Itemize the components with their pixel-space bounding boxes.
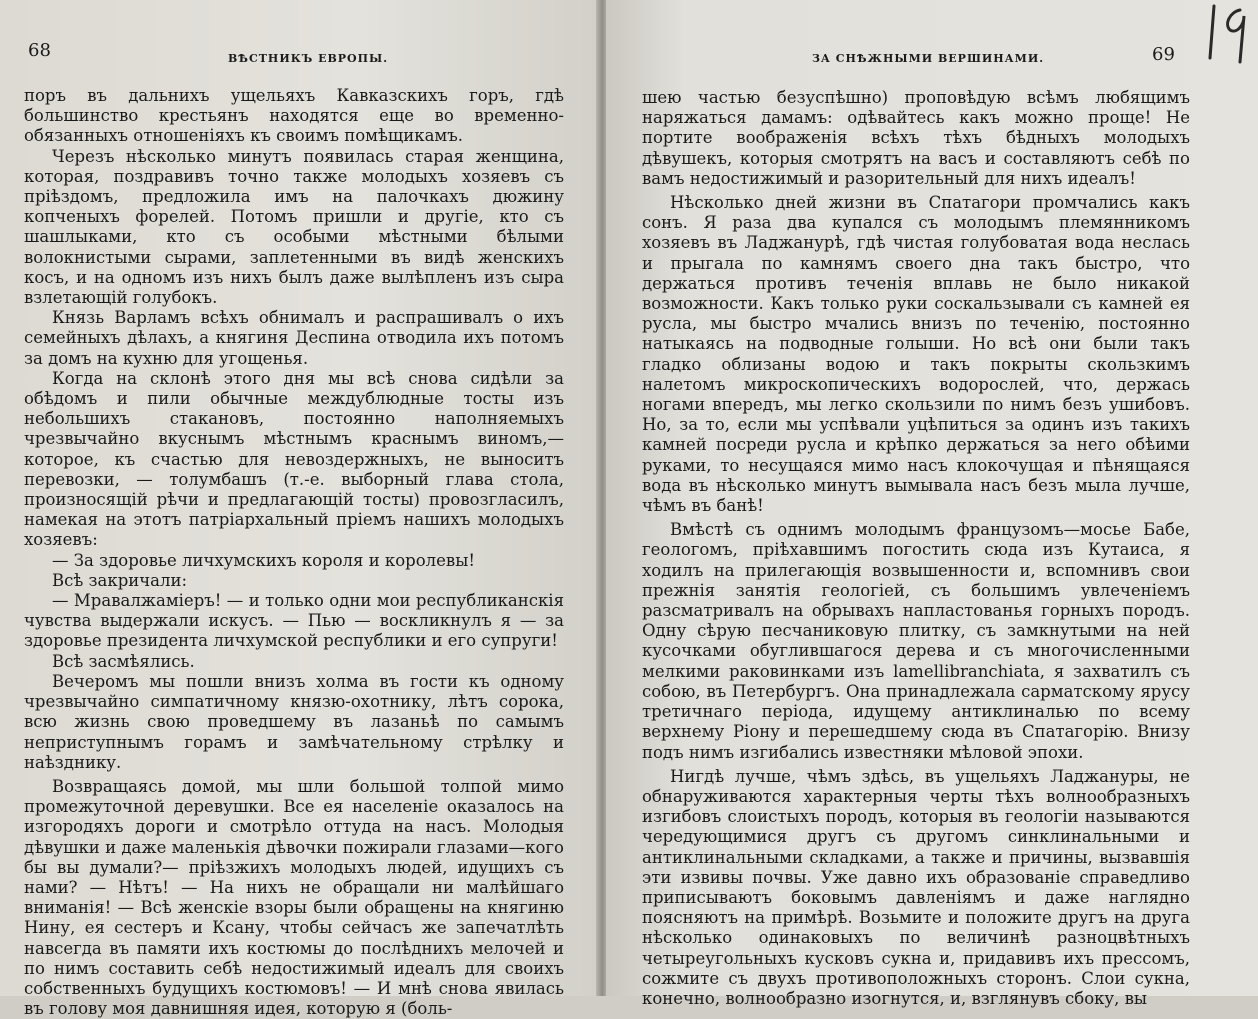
left-page: [0, 0, 600, 1019]
paragraph: Князь Варламъ всѣхъ обнималъ и распрашивалъ о ихъ семейныхъ дѣлахъ, а княгиня Деспина отводила ихъ потомъ за домъ на кухню для угощенья.: [24, 308, 564, 368]
paragraph: Вмѣстѣ съ однимъ молодымъ французомъ—мосье Бабе, геологомъ, пріѣхавшимъ погостить сюда изъ Кутаиса, я ходилъ на прилегающія возвышенности и, вспомнивъ свои прежнія занятія геологіей, съ большимъ увлеченіемъ разсматривалъ на обрывахъ напластованья горныхъ породъ. Одну сѣрую песчаниковую плитку, съ замкнутыми на ней кусочками обуглившагося дерева и съ многочисленными мелкими раковинками изъ lamellibranchiata, я захватилъ съ собою, въ Петербургъ. Она принадлежала сарматскому ярусу третичнаго періода, идущему антиклиналью по всему верхнему Ріону и перешедшему сюда въ Спатагорію. Внизу подъ нимъ изгибались известняки мѣловой эпохи.: [642, 520, 1190, 762]
paragraph: Черезъ нѣсколько минутъ появилась старая женщина, которая, поздравивъ точно также молодыхъ хозяевъ съ пріѣздомъ, предложила имъ на палочкахъ дюжину копченыхъ форелей. Потомъ пришли и другіе, кто съ шашлыками, кто съ особыми мѣстными бѣлыми волокнистыми сырами, заплетенными въ видѣ женскихъ косъ, и на одномъ изъ нихъ былъ даже вылѣпленъ изъ сыра взлетающій голубокъ.: [24, 146, 564, 308]
paragraph: — Мравалжаміеръ! — и только одни мои республиканскія чувства выдержали искусъ. — Пью — воскликнулъ я — за здоровье президента личхумской республики и его супруги!: [24, 591, 564, 651]
right-page: [606, 0, 1258, 1008]
paragraph: Нѣсколько дней жизни въ Спатагори промчались какъ сонъ. Я раза два купался съ молодымъ племянникомъ хозяевъ въ Ладжанурѣ, гдѣ чистая голубоватая вода неслась и прыгала по камнямъ своего дна такъ быстро, что держаться противъ теченія вплавь не было никакой возможности. Какъ только руки соскальзывали съ камней ея русла, мы быстро мчались внизъ по теченію, постоянно натыкаясь на подводные голыши. Но всѣ они были такъ гладко облизаны водою и такъ покрыты скользкимъ налетомъ микроскопическихъ водорослей, что, держась ногами впередъ, мы легко скользили по нимъ безъ ушибовъ. Но, за то, если мы успѣвали уцѣпиться за одинъ изъ такихъ камней посреди русла и крѣпко держаться за него обѣими руками, то несущаяся мимо насъ клокочущая и пѣнящаяся вода въ нѣсколько минутъ вымывала насъ безъ мыла лучше, чѣмъ въ банѣ!: [642, 193, 1190, 516]
left-page-body: [24, 86, 564, 1019]
left-running-head: [24, 40, 564, 70]
paragraph: Всѣ закричали:: [52, 570, 188, 590]
paragraph: Когда на склонѣ этого дня мы всѣ снова сидѣли за обѣдомъ и пили обычные междублюдные тосты изъ небольшихъ стакановъ, постоянно наполняемыхъ чрезвычайно вкуснымъ мѣстнымъ краснымъ виномъ,—которое, къ счастью для невоздержныхъ, не выноситъ перевозки, — толумбашъ (т.-е. выборный глава стола, произносящій рѣчи и предлагающій тосты) провозгласилъ, намекая на этотъ патріархальный пріемъ нашихъ молодыхъ хозяевъ:: [24, 368, 564, 550]
right-page-body: [642, 88, 1190, 1009]
handwritten-folio-number: [1200, 0, 1258, 66]
right-running-head: [642, 40, 1202, 70]
paragraph: Вечеромъ мы пошли внизъ холма въ гости къ одному чрезвычайно симпатичному князю-охотнику, лѣтъ сорока, всю жизнь свою проведшему въ лазаньѣ по самымъ неприступнымъ горамъ и замѣчательному стрѣлку и наѣзднику.: [24, 671, 564, 772]
left-page-number: 68: [28, 40, 51, 61]
paragraph: Возвращаясь домой, мы шли большой толпой мимо промежуточной деревушки. Все ея населеніе оказалось на изгородяхъ дороги и смотрѣло оттуда на насъ. Молодыя дѣвушки и даже маленькія дѣвочки пожирали глазами—кого бы вы думали?— пріѣзжихъ молодыхъ людей, идущихъ съ нами? — Нѣтъ! — На нихъ не обращали ни малѣйшаго вниманія! — Всѣ женскіе взоры были обращены на княгиню Нину, ея сестеръ и Ксану, чтобы сейчасъ же запечатлѣть навсегда въ памяти ихъ костюмы до послѣднихъ мелочей и по нимъ составить себѣ недостижимый идеалъ для своихъ собственныхъ будущихъ костюмовъ! — И мнѣ снова явилась въ голову моя давнишняя идея, которую я (боль-: [24, 776, 564, 1019]
paragraph: поръ въ дальнихъ ущельяхъ Кавказскихъ горъ, гдѣ большинство крестьянъ находятся еще во временно-обязанныхъ отношеніяхъ къ своимъ помѣщикамъ.: [24, 86, 564, 146]
paragraph: шею частью безуспѣшно) проповѣдую всѣмъ любящимъ наряжаться дамамъ: одѣвайтесь какъ можно проще! Не портите воображенія всѣхъ тѣхъ бѣдныхъ молодыхъ дѣвушекъ, которыя смотрятъ на васъ и составляютъ себѣ по вамъ недостижимый и разорительный для нихъ идеалъ!: [642, 88, 1190, 188]
paragraph: Нигдѣ лучше, чѣмъ здѣсь, въ ущельяхъ Ладжануры, не обнаруживаются характерныя черты тѣхъ волнообразныхъ изгибовъ слоистыхъ породъ, которыя въ геологіи называются чередующимися другъ съ другомъ синклинальными и антиклинальными складками, а также и причины, вызвавшія эти извивы почвы. Уже давно ихъ образованіе справедливо приписываютъ боковымъ давленіямъ и даже наглядно поясняютъ на примѣрѣ. Возьмите и положите другъ на друга нѣсколько одинаковыхъ по величинѣ разноцвѣтныхъ четыреугольныхъ кусковъ сукна и, придавивъ ихъ прессомъ, сожмите съ двухъ противоположныхъ сторонъ. Слои сукна, конечно, волнообразно изогнутся, и, взглянувъ сбоку, вы: [642, 766, 1190, 1008]
right-page-number: 69: [1152, 44, 1175, 65]
paragraph: Всѣ засмѣялись.: [52, 651, 195, 671]
paragraph: — За здоровье личхумскихъ короля и королевы!: [52, 550, 475, 570]
left-running-title: ВѢСТНИКЪ ЕВРОПЫ.: [228, 52, 389, 65]
right-running-title: ЗА СНѢЖНЫМИ ВЕРШИНАМИ.: [812, 52, 1045, 65]
